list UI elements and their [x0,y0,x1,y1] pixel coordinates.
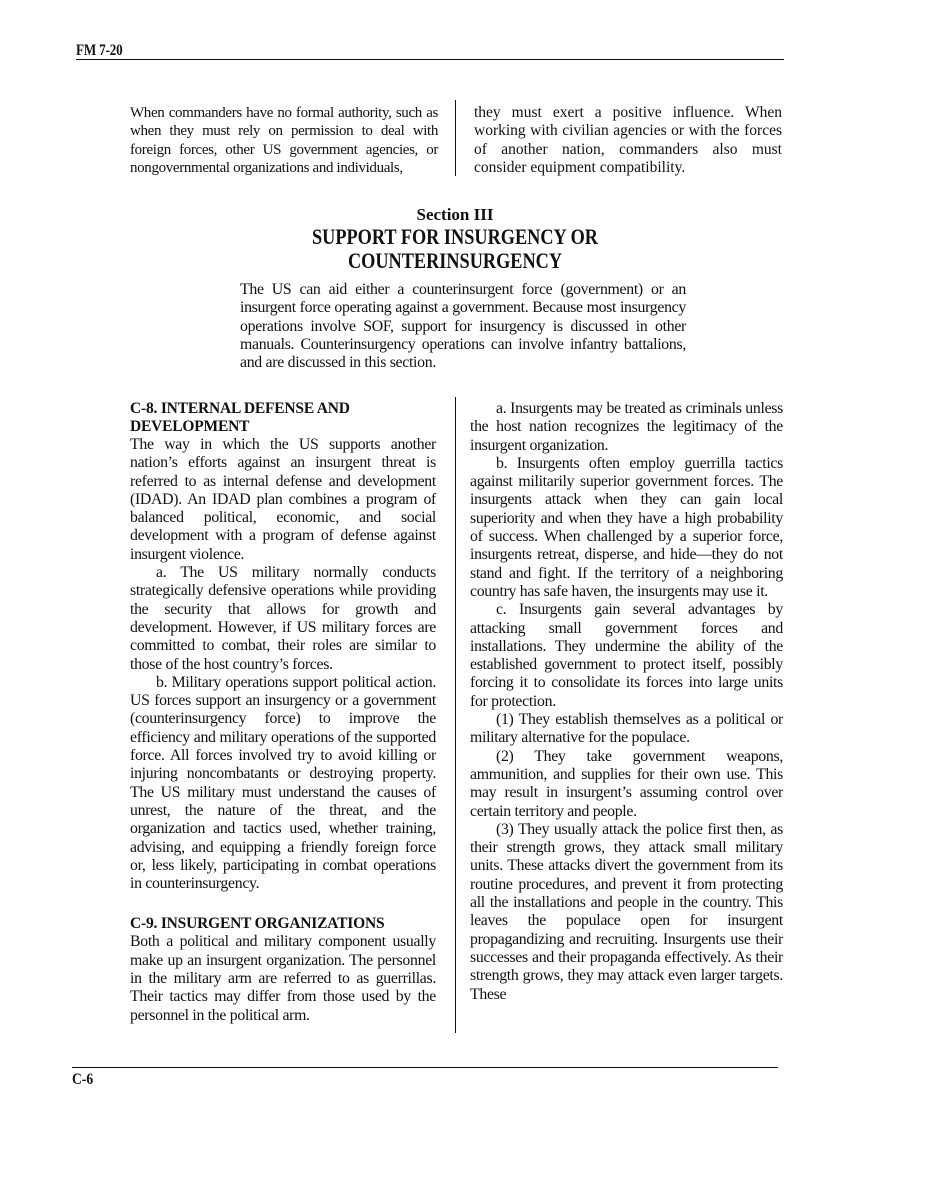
section-intro: The US can aid either a counterinsurgent force (government) or an insurgent force operating against a government. Because most insurgency operations involve SOF, support for insurgency is discussed in other manuals. Counterinsurgency operations can involve infantry battalions, and are discussed in this section. [240,281,686,372]
top-continuation-right [474,104,782,177]
paragraph-c1: (1) They establish themselves as a political or military alternative for the populace. [470,711,783,747]
paragraph: When commanders have no formal authority, such as when they must rely on permission to deal with foreign forces, other US government agencies, or nongovernmental organizations and individuals, [130,105,438,176]
top-continuation-left [130,104,438,177]
section-title-line2: COUNTERINSURGENCY [347,248,563,273]
paragraph-c3: (3) They usually attack the police first then, as their strength grows, they attack small military units. These attacks divert the government from its routine procedures, and prevent it from protecting all the installations and people in the country. This leaves the populace open for insurgent propagandizing and recruiting. Insurgents use their successes and their propaganda effectively. As their strength grows, they may attack even larger targets. These [470,820,783,1003]
paragraph: they must exert a positive influence. When working with civilian agencies or with the forces of another nation, commanders also must consider equipment compatibility. [474,104,782,176]
section-label: Section III [416,205,494,224]
column-divider-body [455,397,456,1033]
page-number: C-6 [72,1071,94,1088]
paragraph-b: b. Insurgents often employ guerrilla tactics against militarily superior government forces. The insurgents attack when they can gain local superiority and when they have a high probability of success. When challenged by a superior force, insurgents retreat, disperse, and hide—they do not stand and fight. If the territory of a neighboring country has safe haven, the insurgents may use it. [470,454,783,600]
c8-paragraph-a: a. The US military normally conducts strategically defensive operations while providing the security that allows for growth and development. However, if US military forces are committed to combat, their roles are similar to those of the host country’s forces. [130,564,436,673]
section-title-line1: SUPPORT FOR INSURGENCY OR [312,224,598,249]
column-divider-top [455,100,456,176]
left-column [130,400,436,1025]
header-rule [76,59,784,60]
c8-intro-paragraph: The way in which the US supports another nation’s efforts against an insurgent threat is referred to as internal defense and development (IDAD). An IDAD plan combines a program of balanced political, economic, and social development with a program of defense against insurgent violence. [130,436,436,563]
c8-heading-line2: DEVELOPMENT [130,418,250,435]
c9-intro-paragraph: Both a political and military component usually make up an insurgent organization. The personnel in the military arm are referred to as guerrillas. Their tactics may differ from those used by the personnel in the political arm. [130,933,436,1024]
paragraph-c: c. Insurgents gain several advantages by attacking small government forces and installations. They undermine the ability of the established government to protect itself, possibly forcing it to consolidate its forces into large units for protection. [470,601,783,710]
footer-rule [72,1067,778,1068]
right-column [470,400,783,1004]
c8-paragraph-b: b. Military operations support political action. US forces support an insurgency or a government (counterinsurgency force) to improve the efficiency and military operations of the supported force. All forces involved try to avoid killing or injuring noncombatants or destroying property. The US military must understand the causes of unrest, the nature of the threat, and the organization and tactics used, whether training, advising, and equipping a friendly foreign force or, less likely, participating in combat operations in counterinsurgency. [130,673,436,893]
c9-heading: C-9. INSURGENT ORGANIZATIONS [130,915,385,933]
section-heading [270,205,640,273]
paragraph-a: a. Insurgents may be treated as criminals unless the host nation recognizes the legitimacy of the insurgent organization. [470,400,783,454]
document-id: FM 7-20 [76,42,123,59]
c8-heading-line1: C-8. INTERNAL DEFENSE AND [130,400,350,417]
paragraph-c2: (2) They take government weapons, ammunition, and supplies for their own use. This may result in insurgent’s assuming control over certain territory and people. [470,747,783,820]
